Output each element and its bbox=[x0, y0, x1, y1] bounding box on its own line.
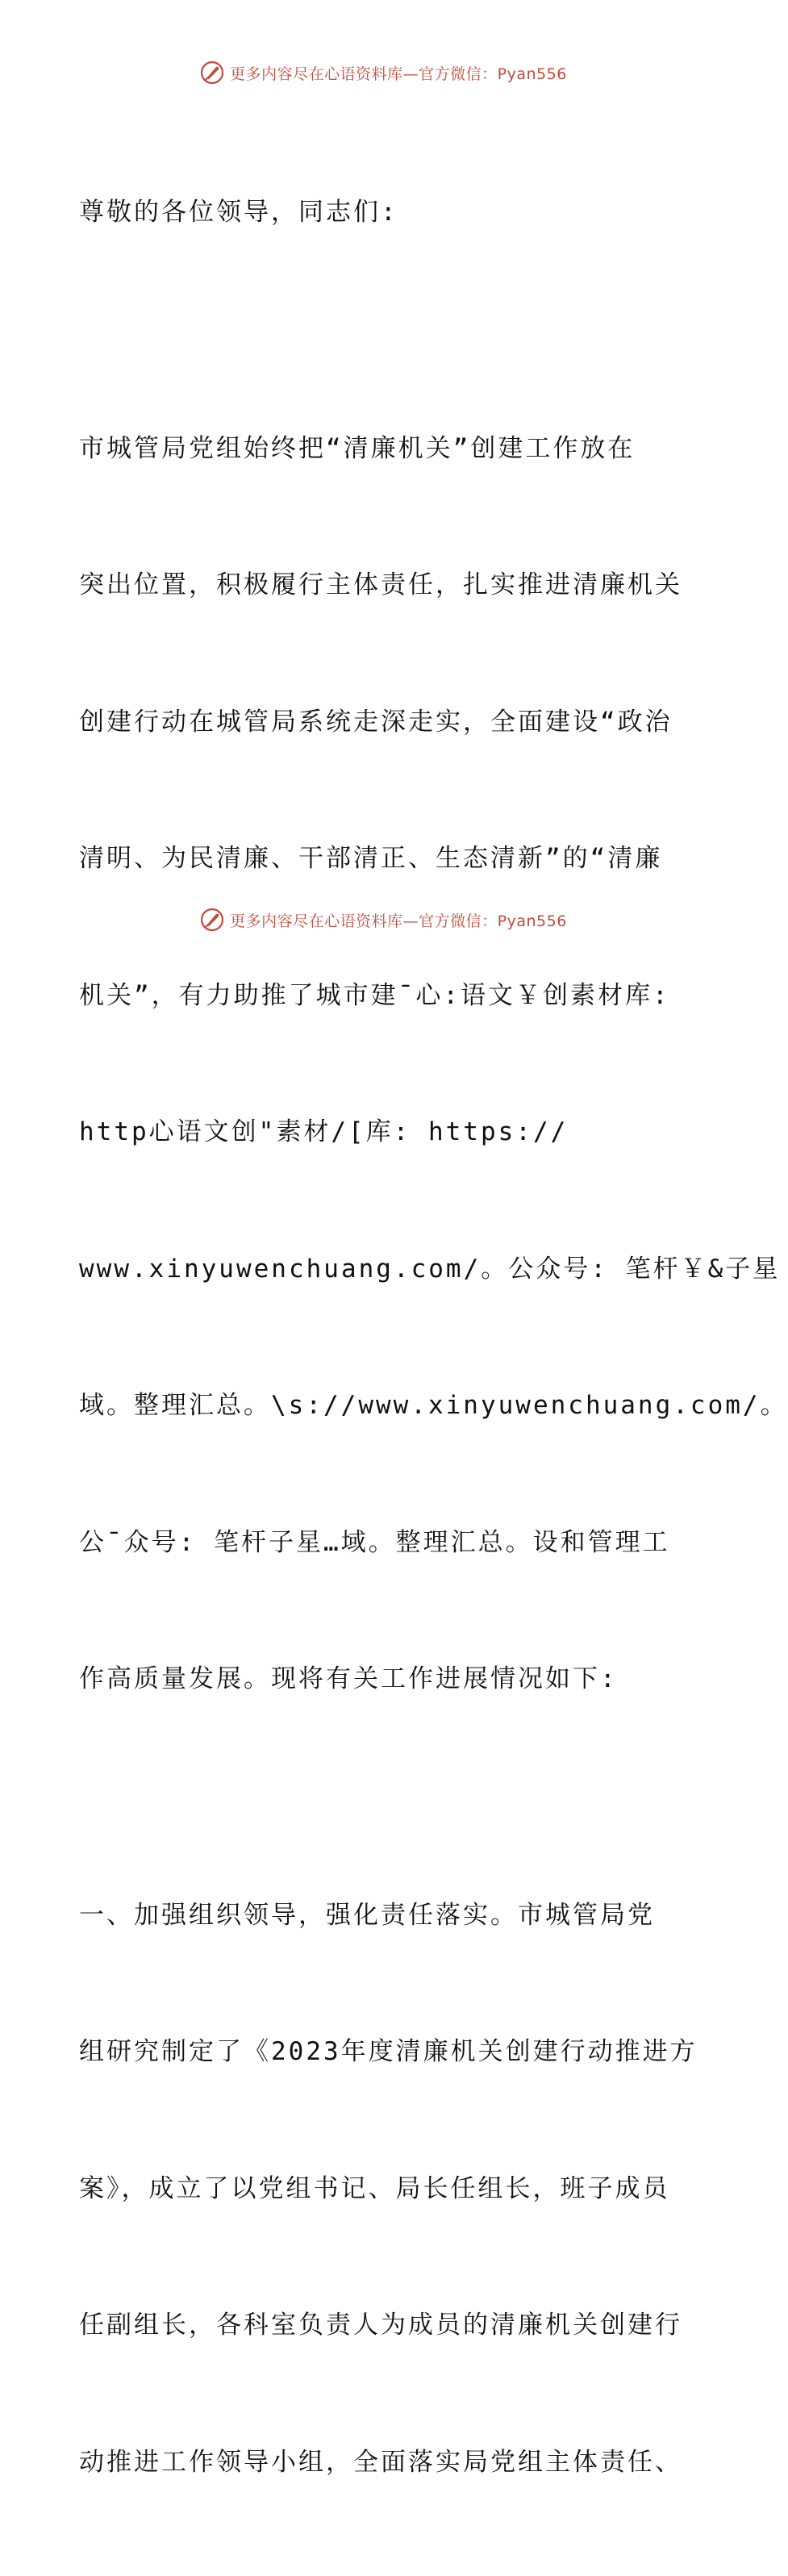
banner-handle: Pyan556 bbox=[498, 912, 567, 930]
banner-text bbox=[230, 909, 567, 931]
banner-handle: Pyan556 bbox=[498, 65, 567, 83]
text-line: 动推进工作领导小组，全面落实局党组主体责任、 bbox=[79, 2440, 692, 2486]
banner-caption: 更多内容尽在心语资料库—官方微信： bbox=[230, 65, 498, 83]
banner-text bbox=[230, 62, 567, 84]
header-banner bbox=[0, 56, 766, 89]
text-line: http心语文创"素材/[库: https:// bbox=[79, 1109, 692, 1155]
text-line: 市城管局党组始终把“清廉机关”创建工作放在 bbox=[79, 426, 692, 472]
text-line: 任副组长，各科室负责人为成员的清廉机关创建行 bbox=[79, 2303, 692, 2348]
text-line: 清明、为民清廉、干部清正、生态清新”的“清廉 bbox=[79, 836, 692, 882]
salutation bbox=[79, 98, 692, 327]
text-line: 域。整理汇总。\s://www.xinyuwenchuang.com/。 bbox=[79, 1383, 692, 1429]
paragraph-1 bbox=[79, 335, 692, 1793]
banner-caption: 更多内容尽在心语资料库—官方微信： bbox=[230, 912, 498, 930]
text-line: www.xinyuwenchuang.com/。公众号: 笔杆￥&子星 bbox=[79, 1246, 692, 1292]
text-line: 案》，成立了以党组书记、局长任组长，班子成员 bbox=[79, 2166, 692, 2212]
salutation-line: 尊敬的各位领导，同志们: bbox=[79, 190, 692, 236]
text-line: 组研究制定了《2023年度清廉机关创建行动推进方 bbox=[79, 2029, 692, 2075]
footer-banner bbox=[0, 904, 766, 936]
text-line: 公¯众号: 笔杆子星…域。整理汇总。设和管理工 bbox=[79, 1520, 692, 1566]
feather-pen-logo-icon bbox=[199, 907, 225, 933]
text-line: 创建行动在城管局系统走深走实，全面建设“政治 bbox=[79, 699, 692, 745]
feather-pen-logo-icon bbox=[199, 60, 225, 86]
text-line: 一、加强组织领导，强化责任落实。市城管局党 bbox=[79, 1893, 692, 1939]
paragraph-2 bbox=[79, 1802, 692, 2576]
text-line: 机关”，有力助推了城市建¯心:语文￥创素材库: bbox=[79, 973, 692, 1019]
document-body bbox=[79, 98, 692, 2576]
text-line: 突出位置，积极履行主体责任，扎实推进清廉机关 bbox=[79, 562, 692, 608]
text-line: 作高质量发展。现将有关工作进展情况如下: bbox=[79, 1656, 692, 1702]
